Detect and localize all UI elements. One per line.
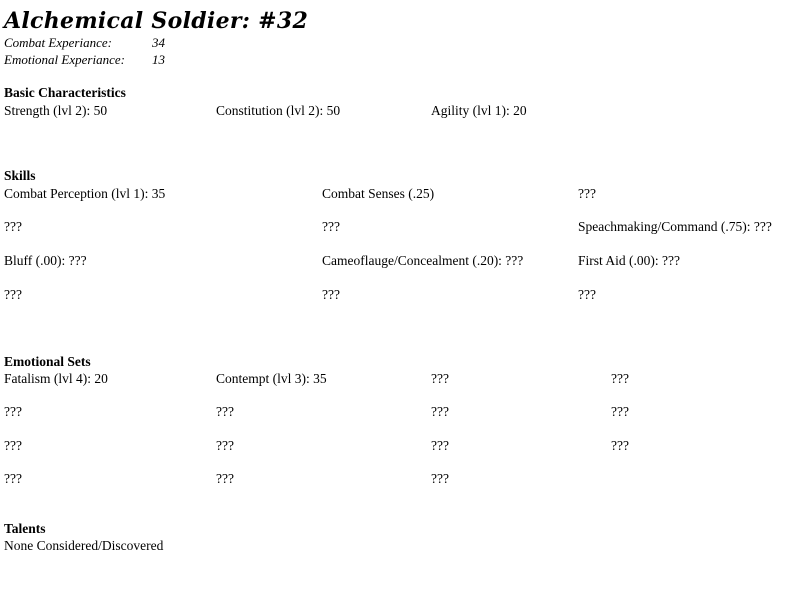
skills-cell: Speachmaking/Command (.75): ??? [578, 219, 772, 234]
emotional-cell: ??? [431, 371, 449, 386]
experience-row [4, 51, 192, 68]
experience-value: 34 [152, 35, 165, 50]
basic-cell: Agility (lvl 1): 20 [431, 103, 527, 118]
page-title: Alchemical Soldier: #32 [4, 8, 309, 34]
skills-cell: First Aid (.00): ??? [578, 253, 680, 268]
skills-cell: ??? [4, 287, 22, 302]
skills-cell: ??? [322, 287, 340, 302]
experience-row [4, 34, 192, 51]
emotional-cell: ??? [4, 471, 22, 486]
emotional-cell: Contempt (lvl 3): 35 [216, 371, 327, 386]
skills-cell: ??? [4, 219, 22, 234]
emotional-cell: Fatalism (lvl 4): 20 [4, 371, 108, 386]
emotional-cell: ??? [4, 438, 22, 453]
skills-cell: ??? [322, 219, 340, 234]
emotional-cell: ??? [216, 404, 234, 419]
skills-cell: Combat Senses (.25) [322, 186, 435, 201]
skills-cell: ??? [578, 186, 596, 201]
emotional-cell: ??? [216, 471, 234, 486]
emotional-cell: ??? [431, 471, 449, 486]
experience-label: Combat Experiance: [4, 35, 112, 50]
skills-cell: Combat Perception (lvl 1): 35 [4, 186, 166, 201]
emotional-cell: ??? [431, 438, 449, 453]
section-heading-talents: Talents [4, 521, 46, 536]
talents-body-text: None Considered/Discovered [4, 538, 164, 553]
section-heading-basic-characteristics: Basic Characteristics [4, 85, 126, 100]
basic-cell: Constitution (lvl 2): 50 [216, 103, 341, 118]
skills-cell: Cameoflauge/Concealment (.20): ??? [322, 253, 524, 268]
experience-value: 13 [152, 52, 165, 67]
emotional-cell: ??? [431, 404, 449, 419]
emotional-cell: ??? [611, 438, 629, 453]
skills-cell: Bluff (.00): ??? [4, 253, 87, 268]
experience-label: Emotional Experiance: [4, 52, 125, 67]
section-heading-emotional-sets: Emotional Sets [4, 354, 91, 369]
experience-block [4, 34, 192, 68]
basic-cell: Strength (lvl 2): 50 [4, 103, 108, 118]
section-heading-skills: Skills [4, 168, 36, 183]
emotional-cell: ??? [611, 404, 629, 419]
skills-cell: ??? [578, 287, 596, 302]
emotional-cell: ??? [4, 404, 22, 419]
emotional-cell: ??? [216, 438, 234, 453]
emotional-cell: ??? [611, 371, 629, 386]
